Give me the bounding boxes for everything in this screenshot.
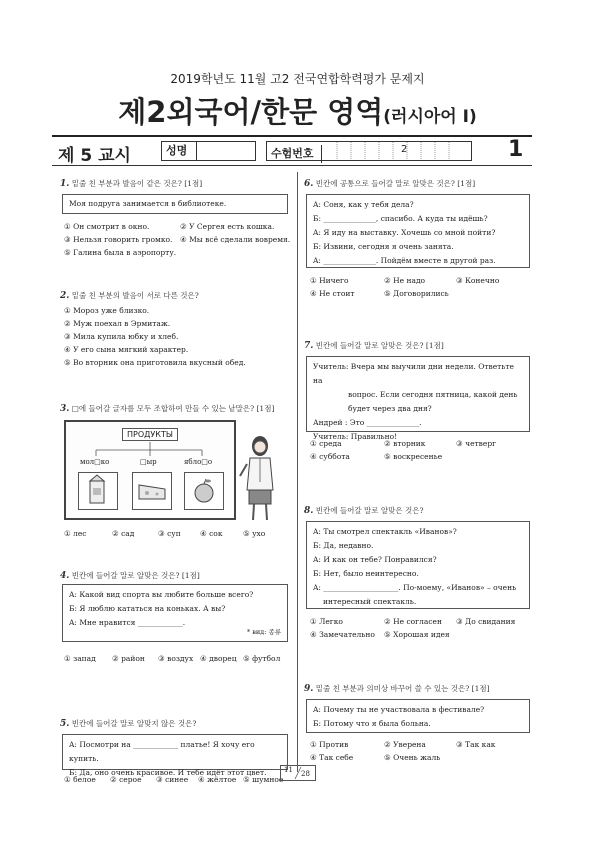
q6-number: 6. xyxy=(304,179,314,189)
q8-title xyxy=(304,505,424,516)
q8-line-2: Б: Да, недавно. xyxy=(313,541,374,550)
q8-option-2[interactable]: ② Не согласен xyxy=(384,617,442,626)
q3-number: 3. xyxy=(60,404,70,414)
q6-line-1: A: Соня, как у тебя дела? xyxy=(313,200,414,209)
q4-option-2[interactable]: ② район xyxy=(112,654,145,663)
page-number: 1 xyxy=(508,137,524,162)
q6-line-4: Б: Извини, сегодня я очень занята. xyxy=(313,242,454,251)
q7-number: 7. xyxy=(304,341,314,351)
q6-line-5: A: ______________. Пойдём вместе в другой раз. xyxy=(313,256,496,265)
q3-prompt: □에 들어갈 글자를 모두 조합하여 만들 수 있는 낱말은? [1점] xyxy=(71,404,275,413)
q5-prompt: 빈칸에 들어갈 말로 알맞지 않은 것은? xyxy=(71,719,197,728)
q8-option-4[interactable]: ④ Замечательно xyxy=(310,630,375,639)
q3-word-milk: мол□ко xyxy=(80,458,110,466)
q5-number: 5. xyxy=(60,719,70,729)
q4-prompt: 빈칸에 들어갈 말로 알맞은 것은? [1점] xyxy=(71,571,200,580)
q5-line-2: Б: Да, оно очень красивое. И тебе идёт этот цвет. xyxy=(69,768,267,777)
footer-page: 11 xyxy=(284,766,293,774)
q5-line-1: A: Посмотри на ____________ платье! Я хочу его купить. xyxy=(69,740,255,763)
q1-option-2[interactable]: ② У Сергея есть кошка. xyxy=(180,222,275,231)
q7-option-5[interactable]: ⑤ воскресенье xyxy=(384,452,443,461)
q3-board xyxy=(64,420,236,520)
q6-dialogue-box xyxy=(306,194,530,268)
q8-line-6: интересный спектакль. xyxy=(323,597,417,606)
q8-number: 8. xyxy=(304,506,314,516)
q5-option-2[interactable]: ② серое xyxy=(110,775,142,784)
q4-option-3[interactable]: ③ воздух xyxy=(158,654,194,663)
q7-line-2: вопрос. Если сегодня пятница, какой день xyxy=(348,390,518,399)
q4-line-1: A: Какой вид спорта вы любите больше всего? xyxy=(69,590,254,599)
q8-option-1[interactable]: ① Легко xyxy=(310,617,343,626)
q2-prompt: 밑줄 친 부분의 발음이 서로 다른 것은? xyxy=(71,291,199,300)
q3-option-5[interactable]: ⑤ ухо xyxy=(243,529,266,538)
q9-option-3[interactable]: ③ Так как xyxy=(456,740,496,749)
q7-option-3[interactable]: ③ четверг xyxy=(456,439,497,448)
exam-number-digit: 2 xyxy=(401,144,408,155)
cheese-icon xyxy=(132,472,172,510)
q4-option-4[interactable]: ④ дворец xyxy=(200,654,237,663)
q2-option-2[interactable]: ② Муж поехал в Эрмитаж. xyxy=(64,319,171,328)
q1-prompt: 밑줄 친 부분과 발음이 같은 것은? [1점] xyxy=(71,179,203,188)
q8-option-3[interactable]: ③ До свидания xyxy=(456,617,516,626)
q1-sentence: Моя подруга занимается в библиотеке. xyxy=(69,199,227,208)
q6-option-1[interactable]: ① Ничего xyxy=(310,276,349,285)
q3-option-2[interactable]: ② сад xyxy=(112,529,135,538)
q4-note: * вид: 종류 xyxy=(246,628,281,636)
teacher-illustration xyxy=(238,434,284,522)
exam-number-cells xyxy=(323,142,471,160)
q3-word-cheese: □ыр xyxy=(140,458,157,466)
q8-dialogue-box xyxy=(306,521,530,609)
q3-board-title: ПРОДУКТЫ xyxy=(122,428,178,441)
q8-option-5[interactable]: ⑤ Хорошая идея xyxy=(384,630,450,639)
q8-line-3: A: И как он тебе? Понравился? xyxy=(313,555,437,564)
q6-line-3: A: Я иду на выставку. Хочешь со мной пойти? xyxy=(313,228,496,237)
footer-page-box xyxy=(280,765,316,781)
q5-dialogue-box xyxy=(62,734,288,777)
q1-option-1[interactable]: ① Он смотрит в окно. xyxy=(64,222,150,231)
q5-option-1[interactable]: ① белое xyxy=(64,775,96,784)
q7-prompt: 빈칸에 들어갈 말로 알맞은 것은? [1점] xyxy=(315,341,444,350)
q6-option-3[interactable]: ③ Конечно xyxy=(456,276,500,285)
q9-title xyxy=(304,683,490,694)
page-title xyxy=(0,90,595,131)
q2-option-1[interactable]: ① Мороз уже близко. xyxy=(64,306,150,315)
q7-option-1[interactable]: ① среда xyxy=(310,439,342,448)
q5-title xyxy=(60,718,196,729)
q3-option-3[interactable]: ③ суп xyxy=(158,529,181,538)
header-bottom-rule xyxy=(52,165,532,166)
q9-option-5[interactable]: ⑤ Очень жаль xyxy=(384,753,441,762)
q3-title xyxy=(60,403,274,414)
title-sub: (러시아어 Ⅰ) xyxy=(383,107,477,127)
q1-option-3[interactable]: ③ Нельзя говорить громко. xyxy=(64,235,173,244)
name-label: 성명 xyxy=(162,142,197,160)
q4-option-5[interactable]: ⑤ футбол xyxy=(243,654,281,663)
q5-option-4[interactable]: ④ жёлтое xyxy=(198,775,237,784)
header-rule xyxy=(52,135,532,137)
q9-option-2[interactable]: ② Уверена xyxy=(384,740,426,749)
milk-carton-icon xyxy=(78,472,118,510)
q9-dialogue-box xyxy=(306,699,530,733)
q6-option-2[interactable]: ② Не надо xyxy=(384,276,426,285)
q9-line-1: A: Почему ты не участвовала в фестивале? xyxy=(313,705,485,714)
q1-option-5[interactable]: ⑤ Галина была в аэропорту. xyxy=(64,248,177,257)
q6-line-2: Б: ______________, спасибо. А куда ты идёшь? xyxy=(313,214,488,223)
q9-line-2: Б: Потому что я была больна. xyxy=(313,719,431,728)
q2-option-3[interactable]: ③ Мила купила юбку и хлеб. xyxy=(64,332,179,341)
name-field[interactable] xyxy=(161,141,256,161)
q1-number: 1. xyxy=(60,179,70,189)
q7-title xyxy=(304,340,444,351)
q8-line-4: Б: Нет, было неинтересно. xyxy=(313,569,419,578)
q3-option-1[interactable]: ① лес xyxy=(64,529,87,538)
q6-title xyxy=(304,178,475,189)
q6-option-5[interactable]: ⑤ Договорились xyxy=(384,289,449,298)
q8-line-5: A: ____________________. По-моему, «Иванов» – очень xyxy=(313,583,517,592)
q4-number: 4. xyxy=(60,571,70,581)
q7-option-4[interactable]: ④ суббота xyxy=(310,452,350,461)
q4-line-3: A: Мне нравится ____________. xyxy=(69,618,186,627)
q5-option-3[interactable]: ③ синее xyxy=(156,775,189,784)
q1-option-4[interactable]: ④ Мы всё сделали вовремя. xyxy=(180,235,291,244)
q9-number: 9. xyxy=(304,684,314,694)
session-label: 제 5 교시 xyxy=(58,146,131,166)
exam-line: 2019학년도 11월 고2 전국연합학력평가 문제지 xyxy=(170,72,425,86)
q4-line-2: Б: Я люблю кататься на коньках. А вы? xyxy=(69,604,226,613)
q7-line-1: Учитель: Вчера мы выучили дни недели. Ответьте на xyxy=(313,362,514,385)
footer-total: 28 xyxy=(301,770,310,778)
q3-option-4[interactable]: ④ сок xyxy=(200,529,223,538)
q9-option-1[interactable]: ① Против xyxy=(310,740,349,749)
exam-number-label: 수험번호 xyxy=(267,145,322,163)
q6-prompt: 빈칸에 공통으로 들어갈 말로 알맞은 것은? [1점] xyxy=(315,179,476,188)
q7-dialogue-box xyxy=(306,356,530,441)
q7-line-3: будет через два дня? xyxy=(348,404,432,413)
q2-option-4[interactable]: ④ У его сына мягкий характер. xyxy=(64,345,189,354)
q2-number: 2. xyxy=(60,291,70,301)
q1-box xyxy=(62,194,288,214)
q4-option-1[interactable]: ① запад xyxy=(64,654,96,663)
q7-line-5: Учитель: Правильно! xyxy=(313,432,398,441)
q2-option-5[interactable]: ⑤ Во вторник она приготовила вкусный обед. xyxy=(64,358,246,367)
q7-line-4: Андрей : Это ______________. xyxy=(313,418,422,427)
column-divider xyxy=(297,172,298,772)
q8-prompt: 빈칸에 들어갈 말로 알맞은 것은? xyxy=(315,506,424,515)
q9-prompt: 밑줄 친 부분과 의미상 바꾸어 쓸 수 있는 것은? [1점] xyxy=(315,684,490,693)
q2-title xyxy=(60,290,199,301)
q4-dialogue-box xyxy=(62,584,288,642)
q5-option-5[interactable]: ⑤ шумное xyxy=(243,775,284,784)
q6-option-4[interactable]: ④ Не стоит xyxy=(310,289,355,298)
q9-option-4[interactable]: ④ Так себе xyxy=(310,753,354,762)
q4-title xyxy=(60,570,200,581)
q8-line-1: A: Ты смотрел спектакль «Иванов»? xyxy=(313,527,457,536)
apple-icon xyxy=(184,472,224,510)
q1-title xyxy=(60,178,202,189)
q7-option-2[interactable]: ② вторник xyxy=(384,439,426,448)
exam-number-field[interactable] xyxy=(266,141,472,161)
q3-word-apple: ябло□о xyxy=(184,458,213,466)
title-main: 제2외국어/한문 영역 xyxy=(118,95,384,129)
